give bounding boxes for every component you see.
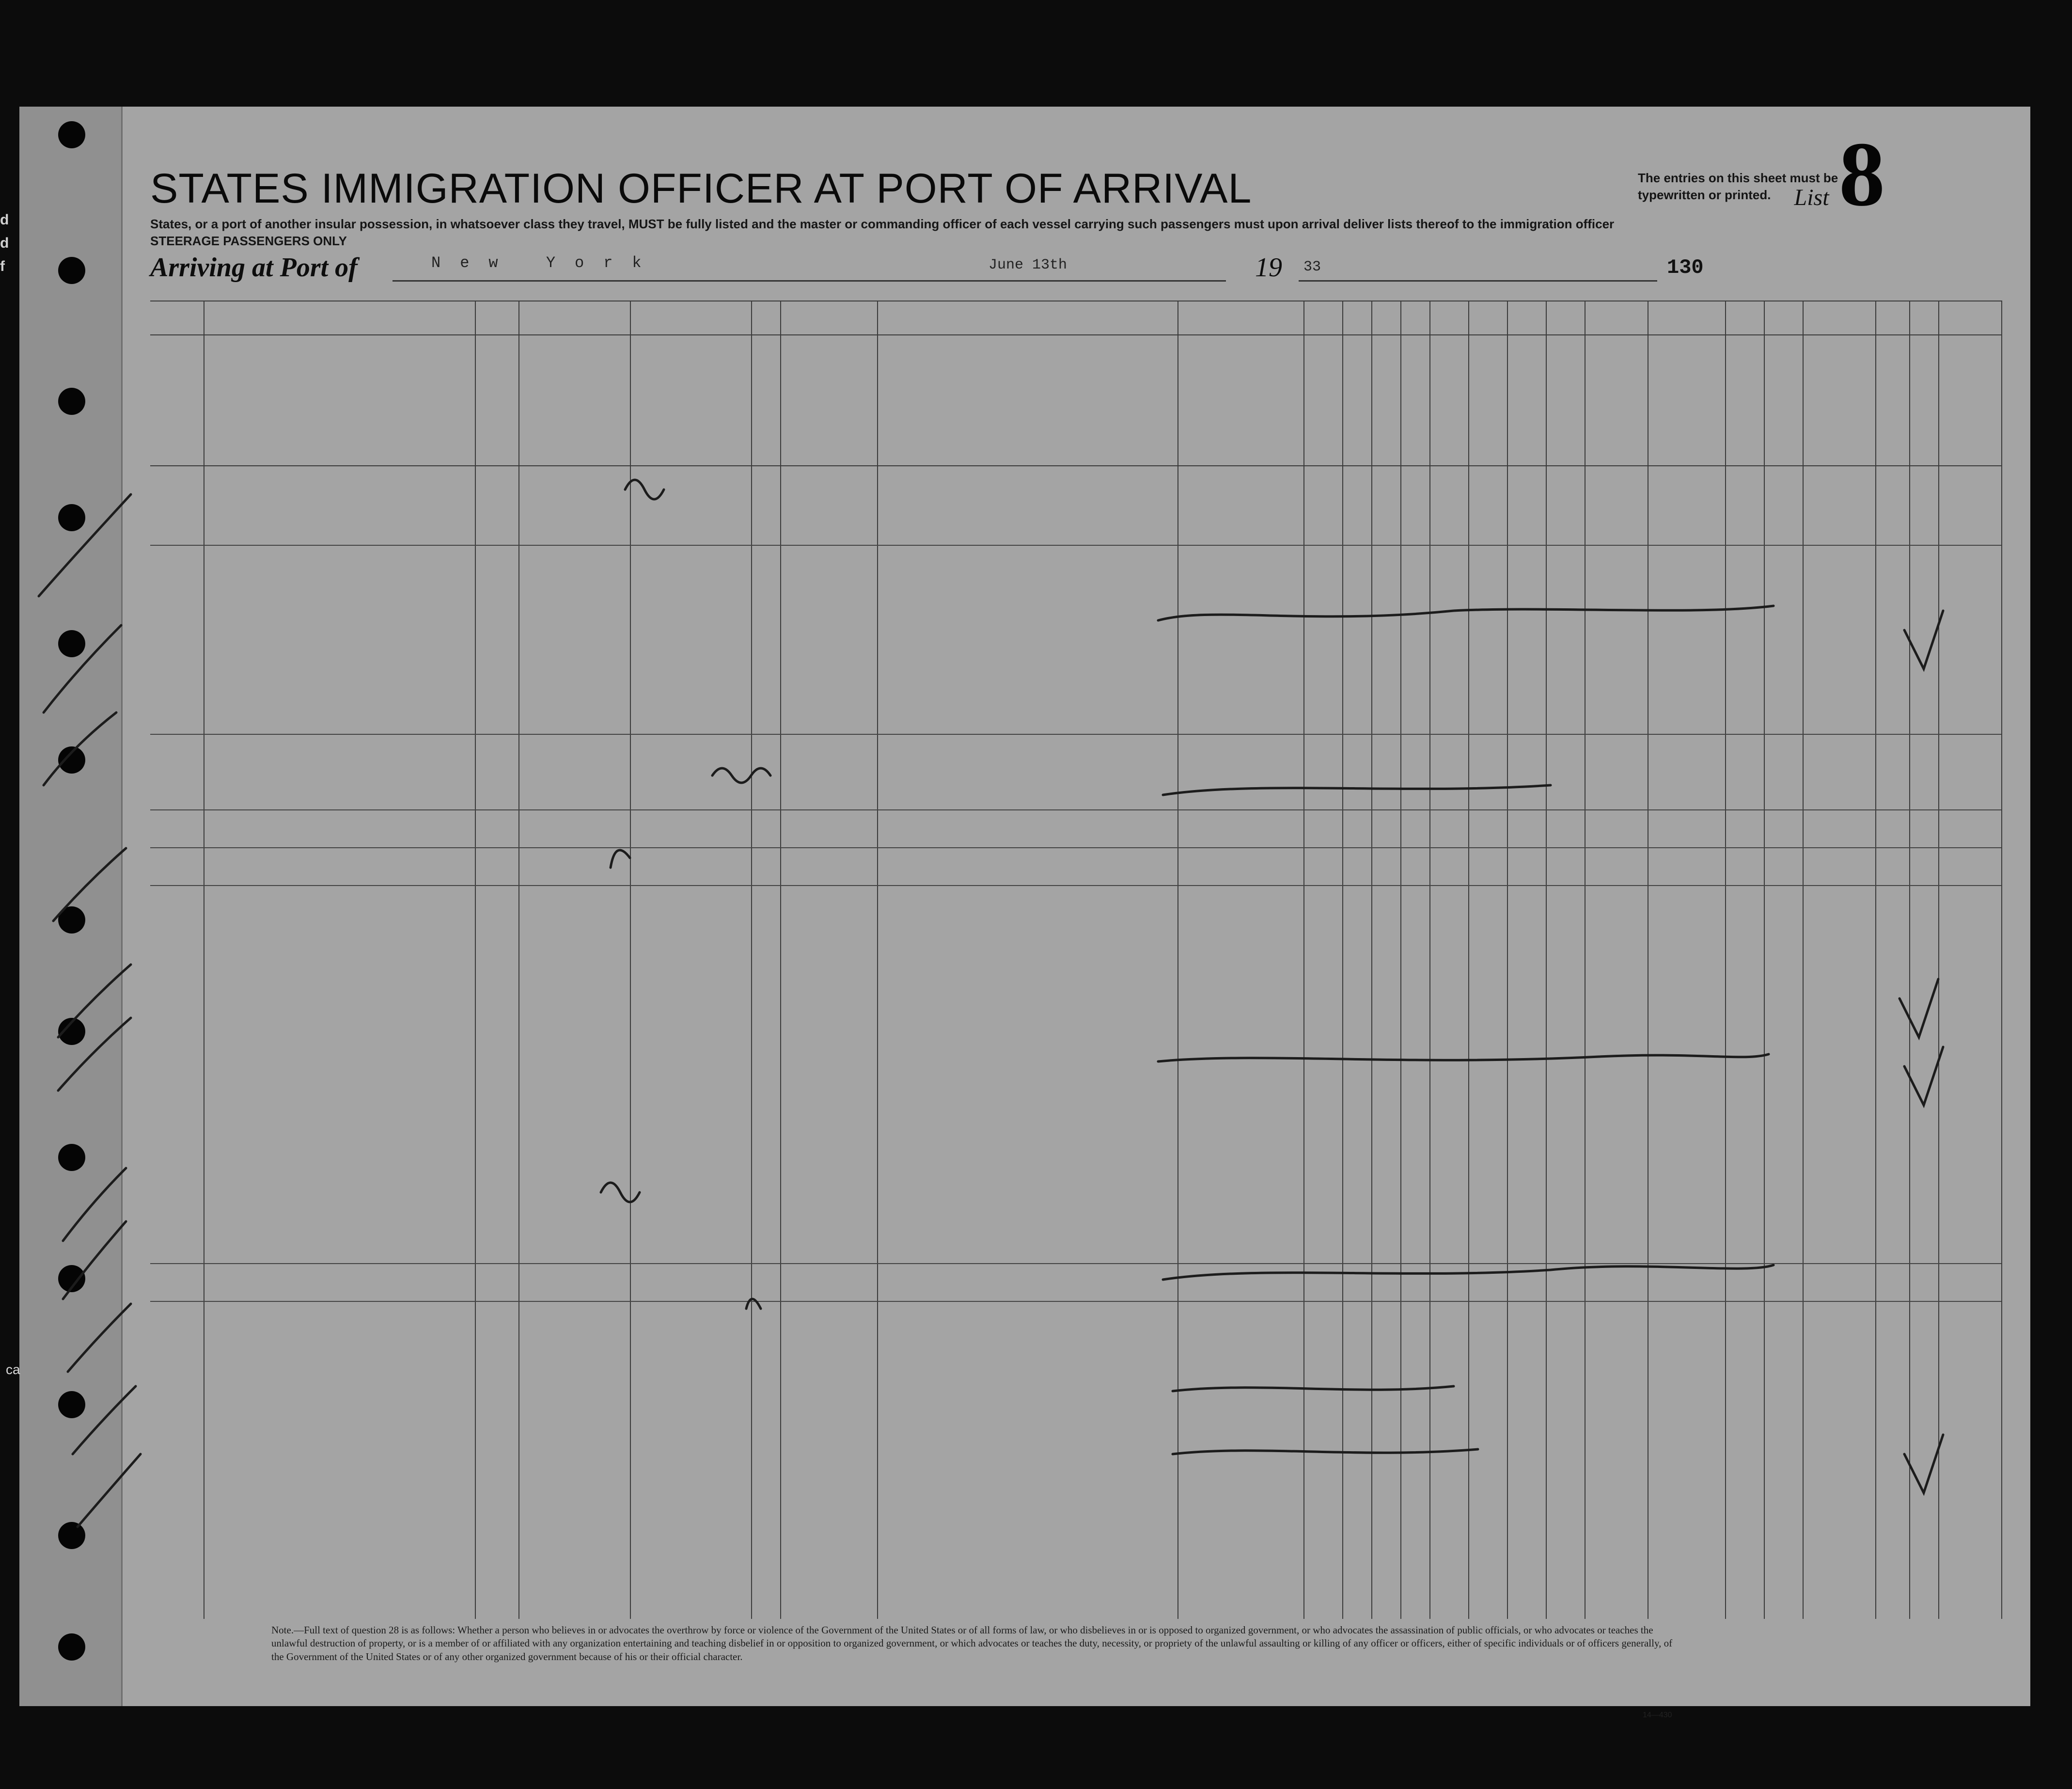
arrival-date: June 13th (989, 257, 1067, 273)
arrival-year-prefix: 19 (1255, 253, 1282, 283)
handwritten-stroke (63, 1168, 126, 1241)
handwritten-stroke (1904, 611, 1943, 669)
handwritten-stroke (1173, 1386, 1454, 1391)
handwritten-stroke (1899, 979, 1938, 1037)
document-title: STATES IMMIGRATION OFFICER AT PORT OF ARRIVAL (150, 165, 1252, 212)
handwritten-stroke (1904, 1435, 1943, 1493)
form-code: 14—430 (1643, 1711, 1672, 1719)
margin-text: ca (6, 1362, 20, 1377)
handwritten-stroke (1158, 606, 1774, 620)
instruction-line: States, or a port of another insular possession, in whatsoever class they travel, MUST be fully listed and the master or commanding officer of each vessel carrying such passengers must upon arrival deliver lists thereof to the immigration officer (150, 217, 1615, 231)
handwritten-stroke (1158, 1054, 1769, 1061)
handwritten-stroke (73, 1386, 136, 1454)
list-number: 8 (1839, 124, 1885, 225)
handwritten-stroke (1904, 1047, 1943, 1105)
handwritten-stroke (39, 494, 131, 596)
handwritten-stroke (53, 848, 126, 921)
handwritten-stroke (58, 1018, 131, 1091)
steerage-line: STEERAGE PASSENGERS ONLY (150, 234, 347, 249)
handwritten-stroke (44, 712, 116, 785)
list-label: List (1794, 185, 1829, 210)
handwritten-stroke (68, 1304, 131, 1372)
arrival-label: Arriving at Port of (150, 253, 358, 283)
handwritten-stroke (601, 1183, 640, 1202)
handwritten-stroke (1163, 785, 1551, 795)
arrival-port: New York (431, 254, 661, 272)
handwritten-stroke (712, 768, 770, 783)
footnote: Note.—Full text of question 28 is as follows: Whether a person who believes in or advocates the overthrow by force or violence of the Government of the United States or of all forms of law, or who disbelieves in or is opposed to organized government, or who advocates the assassination of public officials, or who advocates or teaches the unlawful destruction of property, or is a member of or affiliated with any organization entertaining and teaching disbelief in or opposition to organized government, or which advocates or teaches the duty, necessity, or propriety of the unlawful assaulting or killing of any officer or officers, either of specific individuals or of officers generally, of the Government of the United States or of any other organized government because of his or their official character. (271, 1624, 1673, 1662)
handwritten-stroke (1163, 1265, 1774, 1280)
handwritten-stroke (1173, 1449, 1478, 1454)
handwritten-stroke (625, 480, 664, 499)
handwritten-stroke (746, 1299, 761, 1309)
arrival-year-suffix: 33 (1303, 259, 1321, 275)
list-note: The entries on this sheet must be typewritten or printed. (1638, 171, 1838, 203)
handwritten-stroke (63, 1221, 126, 1299)
handwritten-stroke (78, 1454, 141, 1527)
handwritten-stroke (611, 850, 630, 868)
margin-marks: d d f (0, 212, 9, 274)
handwritten-stroke (44, 625, 121, 712)
page-stamp: 130 (1667, 256, 1704, 279)
